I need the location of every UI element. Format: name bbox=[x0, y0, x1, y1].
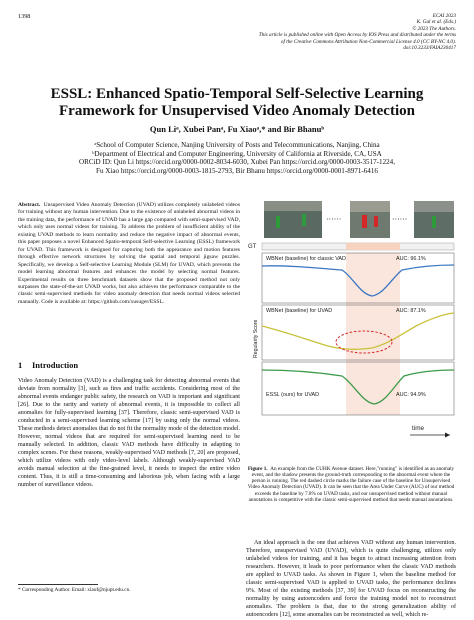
abstract-label: Abstract. bbox=[18, 202, 41, 208]
y-axis-label: Regularity Score bbox=[253, 319, 259, 358]
license-line: This article is published online with Open Access by IOS Press and distributed under the terms bbox=[258, 32, 456, 39]
author-list: Qun Liᵃ, Xubei Panᵃ, Fu Xiaoᵃ,* and Bir Bhanuᵇ bbox=[149, 124, 325, 134]
page-number: 1398 bbox=[18, 13, 31, 20]
anomaly-box bbox=[374, 216, 378, 227]
abstract-text: Unsupervised Video Anomaly Detection (UVAD) utilizes completely unlabeled videos for training without any human intervention. Due to the existence of unlabeled abnormal videos in the training data, the performance of UVAD has a large gap compared with semi-supervised VAD, which only uses normal videos for training. To address the problem of insufficient ability of the existing UVAD methods to learn normality and reduce the negative impact of abnormal events, this paper proposes a novel Enhanced Spatio-temporal Self-selective Learning (ESSL) framework for UVAD. This framework is designed for capturing both the appearance and motion features through effective network structures by solving the spatial and temporal jigsaw puzzles. Specifically, we develop a Self-selective Learning Module (SLM) for UVAD, which prevents the model learning abnormal features and enhances the model by selecting normal features. Experimental results on three benchmark datasets show that the proposed method not only surpasses the state-of-the-art UVAD works, but also achieves the performance comparable to the classic semi-supervised methods for video anomaly detection that needs normal videos selected manually. Code is available at: https://github.com/xusuger/ESSL. bbox=[18, 202, 241, 305]
affiliations bbox=[18, 141, 456, 175]
section-title: Introduction bbox=[32, 360, 79, 370]
footnote: * Corresponding Author. Email: xiaof@njupt.edu.cn. bbox=[18, 587, 131, 593]
figure-1-graphic bbox=[246, 198, 456, 466]
title-line: ESSL: Enhanced Spatio-Temporal Self-Selective Learning bbox=[50, 86, 424, 102]
section-heading bbox=[18, 360, 78, 370]
copyright: © 2023 The Authors. bbox=[412, 25, 456, 32]
time-label: time bbox=[412, 425, 425, 432]
figure-caption bbox=[246, 466, 456, 503]
publication-info bbox=[226, 13, 456, 51]
video-frames bbox=[264, 201, 454, 238]
frame-wall bbox=[414, 201, 454, 212]
gt-anomaly-segment bbox=[346, 243, 400, 250]
person-box bbox=[302, 214, 306, 226]
frame-wall bbox=[264, 201, 322, 211]
abstract bbox=[18, 202, 240, 306]
frame-wall bbox=[350, 201, 390, 212]
intro-paragraph: Video Anomaly Detection (VAD) is a challenging task for detecting abnormal events that deviate from normality [3], such as fires and traffic accidents. Considering most of the abnormal events endanger public safety, the research on VAD is important and significant [26]. Due to the rarity and variety of abnormal events, it is impossible to collect all anomalies for fully-supervised learning [37]. Therefore, classic semi-supervised VAD is conducted in a semi-supervised learning scheme [17] by using only the normal videos. These methods detect anomalies that do not fit the normality mode of the detection model. However, normal videos that are required for semi-supervised learning need to be manually selected. In addition, classic VAD methods have difficulty in adapting to complex scenes. For these reasons, weakly-supervised VAD methods [7, 20] are proposed, which utilize videos with only video-level labels. Although weakly-supervised VAD avoids manual selection at the fine-grained level, it needs to inspect the entire video content. Thus, it is still a time-consuming and laborious job, when facing with a large number of surveillance videos. bbox=[18, 378, 240, 488]
gt-label: GT bbox=[248, 244, 257, 250]
paragraph-text: An ideal approach is the one that achieves VAD without any human intervention. Therefore, unsupervised VAD (UVAD), which is quite challenging, utilizes only unlabeled videos for training, and it has begun to attract increasing attention from researchers. However, it leads to poor performance when the classic VAD methods are applied to UVAD tasks. As shown in Figure 1, when the baseline method for classic semi-supervised VAD is applied to UVAD tasks, the performance declines 9%. Most of the existing methods [37, 39] for UVAD focus on reconstructing the normality by using autoencoders and force the training model not to reconstruct anomalies. The problem is that, due to the strong generalization ability of autoencoders [12], some anomalies can be reconstructed as well, which re- bbox=[246, 540, 456, 618]
license-line: of the Creative Commons Attribution Non-Commercial License 4.0 (CC BY-NC 4.0). bbox=[280, 38, 456, 45]
panel-ours-auc: AUC: 94.9% bbox=[396, 392, 426, 398]
orcid-line: Fu Xiao https://orcid.org/0000-0003-1815-2793, Bir Bhanu https://orcid.org/0000-0001-8971-6416 bbox=[96, 166, 378, 175]
person-box bbox=[276, 216, 280, 228]
caption-text: An example from the CUHK Avenue dataset. Here,"running" is identified as an anomaly event, and the shadow presents the ground-truth corresponding to the abnormal event where the person is running. The red dashed circle marks the failure case of the baseline for Unsupervised Video Anomaly Detection (UVAD). It can be seen that the Area Under Curve (AUC) of our method exceeds the baseline by 7.8% on UVAD tasks, and our unsupervised method without manual annotations is competitive with the classic semi-supervised method that needs manual annotations. bbox=[247, 466, 455, 503]
ellipsis-dots: ······ bbox=[326, 215, 342, 224]
ellipsis-dots: ······ bbox=[392, 215, 408, 224]
orcid-line: ORCiD ID: Qun Li https://orcid.org/0000-0002-8034-6030, Xubei Pan https://orcid.org/0000-0003-3517-1224, bbox=[79, 158, 395, 167]
doi: doi:10.3233/FAIA230417 bbox=[403, 45, 456, 52]
panel-uvad-auc: AUC: 87.1% bbox=[396, 308, 426, 314]
affiliation-b: ᵇDepartment of Electrical and Computer Engineering, University of California at Riverside, CA, USA bbox=[92, 149, 382, 158]
caption-label: Figure 1. bbox=[247, 466, 268, 472]
section-number: 1 bbox=[18, 360, 23, 370]
panel-classic-label: WBNet (baseline) for classic VAD bbox=[266, 256, 346, 262]
conference-name: ECAI 2023 bbox=[432, 13, 456, 19]
person-box bbox=[432, 216, 436, 228]
footnote-rule bbox=[18, 584, 98, 585]
panel-ours-label: ESSL (ours) for UVAD bbox=[266, 392, 320, 398]
title-line: Framework for Unsupervised Video Anomaly Detection bbox=[59, 102, 415, 119]
anomaly-box bbox=[362, 215, 367, 228]
time-arrow-icon bbox=[445, 433, 450, 438]
figure-1 bbox=[246, 198, 456, 466]
panel-uvad-label: WBNet (baseline) for UVAD bbox=[266, 308, 333, 314]
editors: K. Gal et al. (Eds.) bbox=[416, 19, 456, 26]
affiliation-a: ᵃSchool of Computer Science, Nanjing University of Posts and Telecommunications, Nanjing, China bbox=[94, 141, 380, 149]
paper-title bbox=[18, 86, 456, 119]
right-column-paragraph bbox=[246, 540, 456, 620]
panel-classic-auc: AUC: 96.1% bbox=[396, 256, 426, 262]
